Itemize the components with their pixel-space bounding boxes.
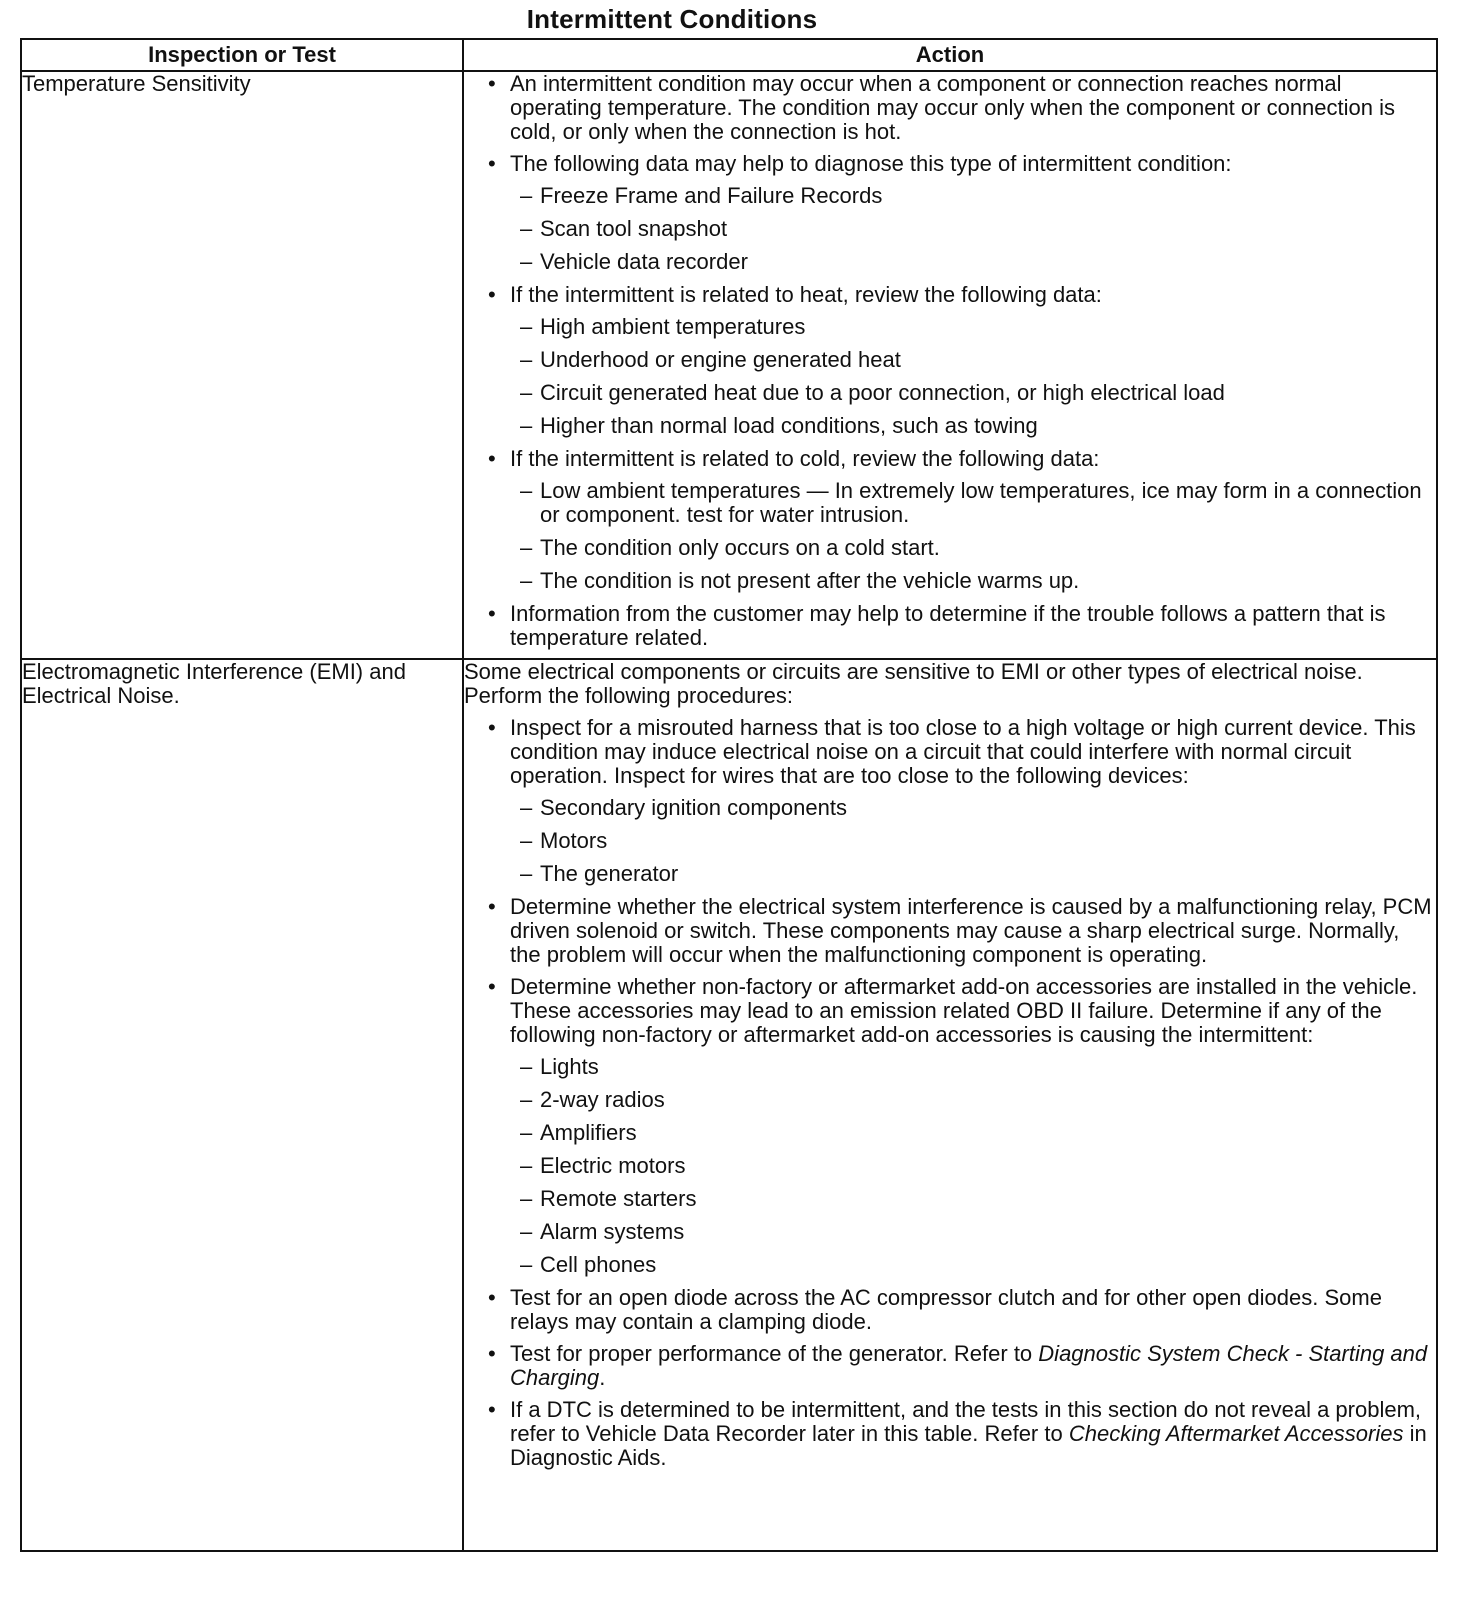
header-inspection-or-test: Inspection or Test — [21, 39, 463, 71]
sub-item: – Alarm systems — [520, 1220, 1436, 1244]
sub-item: – The condition only occurs on a cold start. — [520, 536, 1436, 560]
sub-item: – Motors — [520, 829, 1436, 853]
bullet-text: Determine whether the electrical system interference is caused by a malfunctioning relay, PCM driven solenoid or switch. These components may cause a sharp electrical surge. Normally, the problem will occur when the malfunctioning component is operating. — [510, 894, 1432, 967]
intermittent-conditions-table — [20, 38, 1438, 1552]
action-bullet — [488, 975, 1436, 1277]
action-bullet — [488, 602, 1436, 650]
bullet-text-tail: in Diagnostic Aids. — [510, 1421, 1427, 1470]
sub-item: – Electric motors — [520, 1154, 1436, 1178]
table-row — [21, 71, 1437, 659]
bullet-text-tail: . — [599, 1365, 606, 1390]
bullet-text: Test for proper performance of the generator. Refer to — [510, 1341, 1033, 1366]
bullet-text: Information from the customer may help to determine if the trouble follows a pattern that is temperature related. — [510, 601, 1386, 650]
sub-item: – Cell phones — [520, 1253, 1436, 1277]
action-cell — [463, 659, 1437, 1551]
sub-item: – Low ambient temperatures — In extremely low temperatures, ice may form in a connection or component. test for water intrusion. — [520, 479, 1436, 527]
sub-item: – The generator — [520, 862, 1436, 886]
action-cell — [463, 71, 1437, 659]
bullet-text: If a DTC is determined to be intermittent, and the tests in this section do not reveal a problem, refer to Vehicle Data Recorder later in this table. Refer to — [510, 1397, 1422, 1446]
sub-list — [510, 479, 1436, 593]
table-header-row — [21, 39, 1437, 71]
action-bullet — [488, 716, 1436, 886]
page-title: Intermittent Conditions — [526, 4, 818, 34]
sub-item: – Underhood or engine generated heat — [520, 348, 1436, 372]
sub-item: – Scan tool snapshot — [520, 217, 1436, 241]
bullet-text: An intermittent condition may occur when a component or connection reaches normal operating temperature. The condition may occur only when the component or connection is cold, or only when the connection is hot. — [510, 71, 1395, 144]
sub-item: – Freeze Frame and Failure Records — [520, 184, 1436, 208]
sub-item: – High ambient temperatures — [520, 315, 1436, 339]
sub-item: – Amplifiers — [520, 1121, 1436, 1145]
sub-list — [510, 315, 1436, 438]
action-bullet — [488, 152, 1436, 274]
bullet-text: Determine whether non-factory or aftermarket add-on accessories are installed in the vehicle. These accessories may lead to an emission related OBD II failure. Determine if any of the following non-factory or aftermarket add-on accessories is causing the intermittent: — [510, 974, 1418, 1047]
bullet-text: If the intermittent is related to cold, review the following data: — [510, 446, 1100, 471]
action-bullet — [488, 1342, 1436, 1390]
action-bullet — [488, 72, 1436, 144]
action-bullet-list — [464, 716, 1436, 1470]
sub-item: – Remote starters — [520, 1187, 1436, 1211]
bullet-text: Test for an open diode across the AC compressor clutch and for other open diodes. Some relays may contain a clamping diode. — [510, 1285, 1382, 1334]
action-bullet-list — [464, 72, 1436, 650]
document-reference-link[interactable]: Checking Aftermarket Accessories — [1068, 1421, 1404, 1446]
sub-list — [510, 184, 1436, 274]
action-bullet — [488, 1398, 1436, 1470]
sub-list — [510, 796, 1436, 886]
sub-item: – Vehicle data recorder — [520, 250, 1436, 274]
sub-list — [510, 1055, 1436, 1277]
sub-item: – Circuit generated heat due to a poor connection, or high electrical load — [520, 381, 1436, 405]
action-bullet — [488, 895, 1436, 967]
sub-item: – 2-way radios — [520, 1088, 1436, 1112]
sub-item: – Higher than normal load conditions, such as towing — [520, 414, 1436, 438]
action-bullet — [488, 1286, 1436, 1334]
bullet-text: The following data may help to diagnose this type of intermittent condition: — [510, 151, 1232, 176]
action-bullet — [488, 283, 1436, 438]
table-row — [21, 659, 1437, 1551]
document-reference-link[interactable]: Diagnostic System Check - Starting and Charging — [510, 1341, 1428, 1390]
inspection-cell: Temperature Sensitivity — [21, 71, 463, 659]
header-action: Action — [463, 39, 1437, 71]
bullet-text: Inspect for a misrouted harness that is too close to a high voltage or high current device. This condition may induce electrical noise on a circuit that could interfere with normal circuit operation. Inspect for wires that are too close to the following devices: — [510, 715, 1416, 788]
action-bullet — [488, 447, 1436, 593]
sub-item: – Lights — [520, 1055, 1436, 1079]
sub-item: – Secondary ignition components — [520, 796, 1436, 820]
action-intro: Some electrical components or circuits are sensitive to EMI or other types of electrical noise. Perform the following procedures: — [464, 659, 1363, 708]
bullet-text: If the intermittent is related to heat, review the following data: — [510, 282, 1102, 307]
sub-item: – The condition is not present after the vehicle warms up. — [520, 569, 1436, 593]
inspection-cell: Electromagnetic Interference (EMI) and Electrical Noise. — [21, 659, 463, 1551]
